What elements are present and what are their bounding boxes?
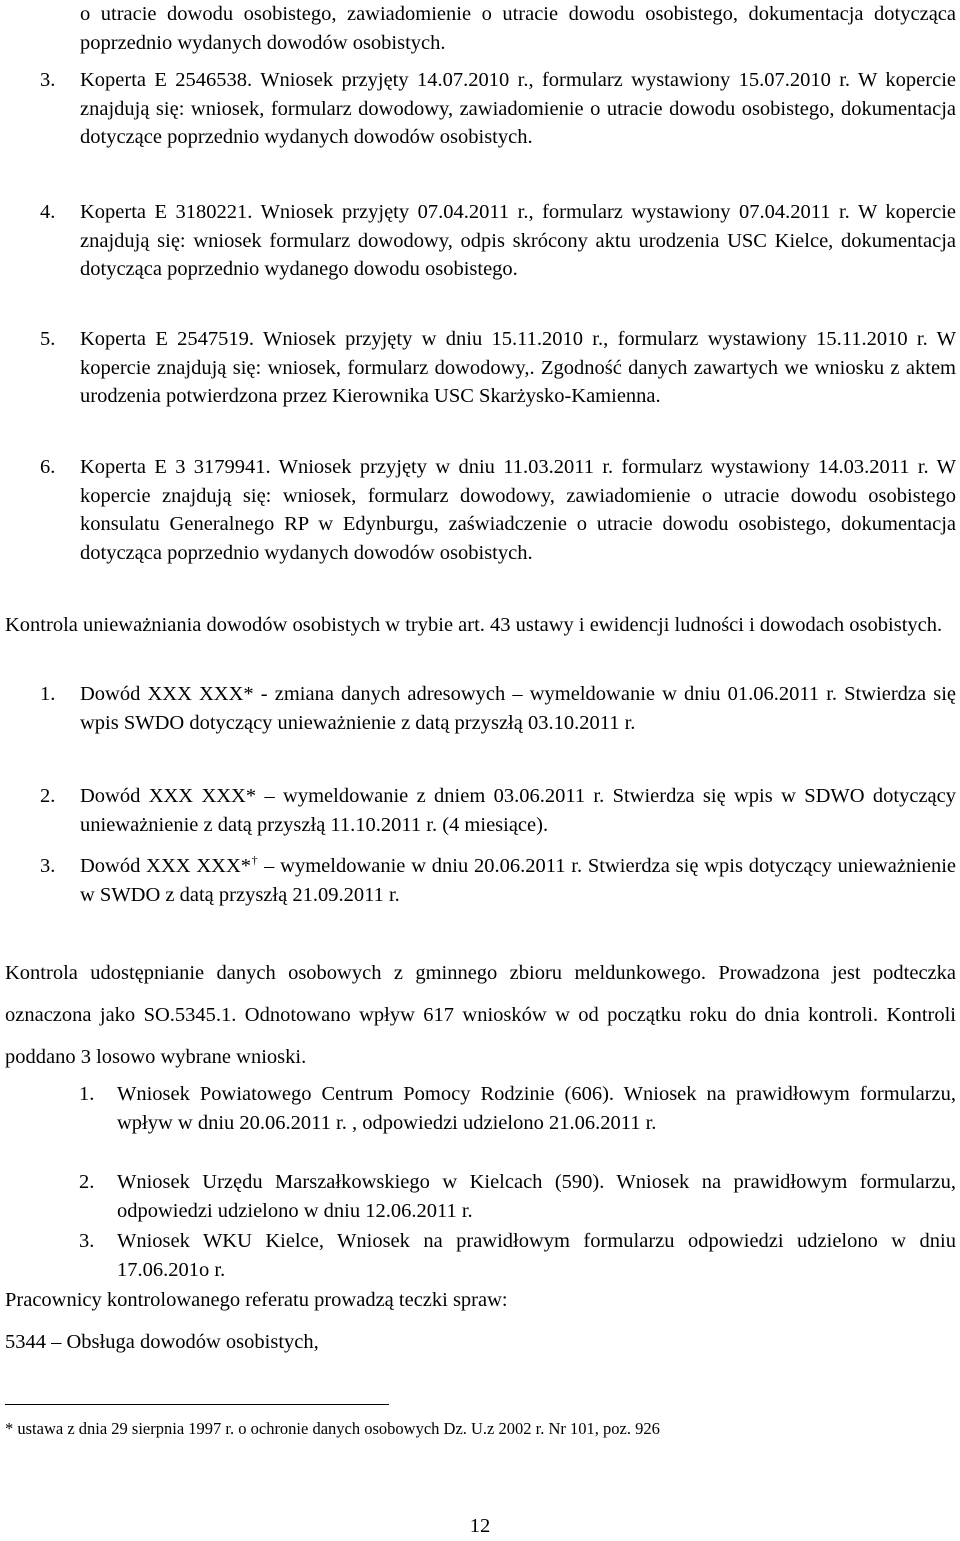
list-item-envelope-3: [40, 66, 956, 152]
list-item-invalidation-3: [40, 852, 957, 909]
list-item-text-start: Dowód XXX XXX*: [80, 855, 252, 877]
list-item-text: Wniosek WKU Kielce, Wniosek na prawidłowym formularzu odpowiedzi udzielono w dniu 17.06.201o r.: [117, 1230, 956, 1281]
list-item-envelope-4: [40, 198, 956, 284]
list-item-number: 3.: [40, 69, 56, 91]
list-item-text-end: – wymeldowanie w dniu 20.06.2011 r. Stwierdza się wpis dotyczący unieważnienie w SWDO z datą przyszłą 21.09.2011 r.: [80, 855, 957, 906]
list-item-request-2: [79, 1168, 956, 1225]
footnote-divider: [5, 1404, 389, 1405]
list-item-envelope-5: [40, 325, 956, 411]
list-item-number: 3.: [40, 855, 56, 877]
list-item-number: 3.: [79, 1230, 95, 1252]
invalidation-heading: Kontrola unieważniania dowodów osobistych w trybie art. 43 ustawy i ewidencji ludności i dowodach osobistych.: [5, 614, 943, 636]
list-item-envelope-6: [40, 453, 956, 567]
dagger-mark: †: [251, 853, 259, 867]
list-item-text: Koperta E 3180221. Wniosek przyjęty 07.04.2011 r., formularz wystawiony 07.04.2011 r. W kopercie znajdują się: wniosek formularz dowodowy, odpis skrócony aktu urodzenia USC Kielce, dokumentacja dotycząca poprzednio wydanego dowodu osobistego.: [80, 201, 956, 280]
list-item-number: 5.: [40, 328, 56, 350]
list-item-request-3: [79, 1227, 956, 1284]
staff-line: Pracownicy kontrolowanego referatu prowadzą teczki spraw:: [5, 1289, 508, 1311]
list-item-invalidation-2: [40, 782, 956, 839]
list-item-number: 2.: [40, 785, 56, 807]
list-item-invalidation-1: [40, 680, 956, 737]
access-paragraph: Kontrola udostępnianie danych osobowych z gminnego zbioru meldunkowego. Prowadzona jest podteczka oznaczona jako SO.5345.1. Odnotowano wpływ 617 wniosków w od początku roku do dnia kontroli. Kontroli poddano 3 losowo wybrane wnioski.: [5, 962, 956, 1068]
list-item-number: 1.: [79, 1083, 95, 1105]
list-item-request-1: [79, 1080, 956, 1137]
list-item-text: Dowód XXX XXX* – wymeldowanie z dniem 03.06.2011 r. Stwierdza się wpis w SDWO dotyczący unieważnienie z datą przyszłą 11.10.2011 r. (4 miesiące).: [80, 785, 956, 836]
page-number: 12: [469, 1515, 491, 1537]
list-item-number: 1.: [40, 683, 56, 705]
list-item-number: 2.: [79, 1171, 95, 1193]
list-item-text: Dowód XXX XXX* - zmiana danych adresowych – wymeldowanie w dniu 01.06.2011 r. Stwierdza się wpis SWDO dotyczący unieważnienie z datą przyszłą 03.10.2011 r.: [80, 683, 956, 734]
list-item-text: Koperta E 2547519. Wniosek przyjęty w dniu 15.11.2010 r., formularz wystawiony 15.11.2010 r. W kopercie znajdują się: wniosek, formularz dowodowy,. Zgodność danych zawartych we wniosku z aktem urodzenia potwierdzona przez Kierownika USC Skarżysko-Kamienna.: [80, 328, 956, 407]
footnote-text: * ustawa z dnia 29 sierpnia 1997 r. o ochronie danych osobowych Dz. U.z 2002 r. Nr 101, poz. 926: [5, 1419, 660, 1438]
file-line: 5344 – Obsługa dowodów osobistych,: [5, 1331, 319, 1353]
continuation-text: o utracie dowodu osobistego, zawiadomienie o utracie dowodu osobistego, dokumentacja dotycząca poprzednio wydanych dowodów osobistych.: [80, 3, 956, 54]
list-item-number: 6.: [40, 456, 56, 478]
list-item-text: Koperta E 2546538. Wniosek przyjęty 14.07.2010 r., formularz wystawiony 15.07.2010 r. W kopercie znajdują się: wniosek, formularz dowodowy, zawiadomienie o utracie dowodu osobistego, dokumentacja dotyczące poprzednio wydanych dowodów osobistych.: [80, 69, 956, 148]
list-item-text: Wniosek Urzędu Marszałkowskiego w Kielcach (590). Wniosek na prawidłowym formularzu, odpowiedzi udzielono w dniu 12.06.2011 r.: [117, 1171, 956, 1222]
list-item-text: Wniosek Powiatowego Centrum Pomocy Rodzinie (606). Wniosek na prawidłowym formularzu, wpływ w dniu 20.06.2011 r. , odpowiedzi udzielono 21.06.2011 r.: [117, 1083, 956, 1134]
list-item-text: Koperta E 3 3179941. Wniosek przyjęty w dniu 11.03.2011 r. formularz wystawiony 14.03.2011 r. W kopercie znajdują się: wniosek, formularz dowodowy, zawiadomienie o utracie dowodu osobistego konsulatu Generalnego RP w Edynburgu, zaświadczenie o utracie dowodu osobistego, dokumentacja dotycząca poprzednio wydanych dowodów osobistych.: [80, 456, 956, 564]
list-item-number: 4.: [40, 201, 56, 223]
